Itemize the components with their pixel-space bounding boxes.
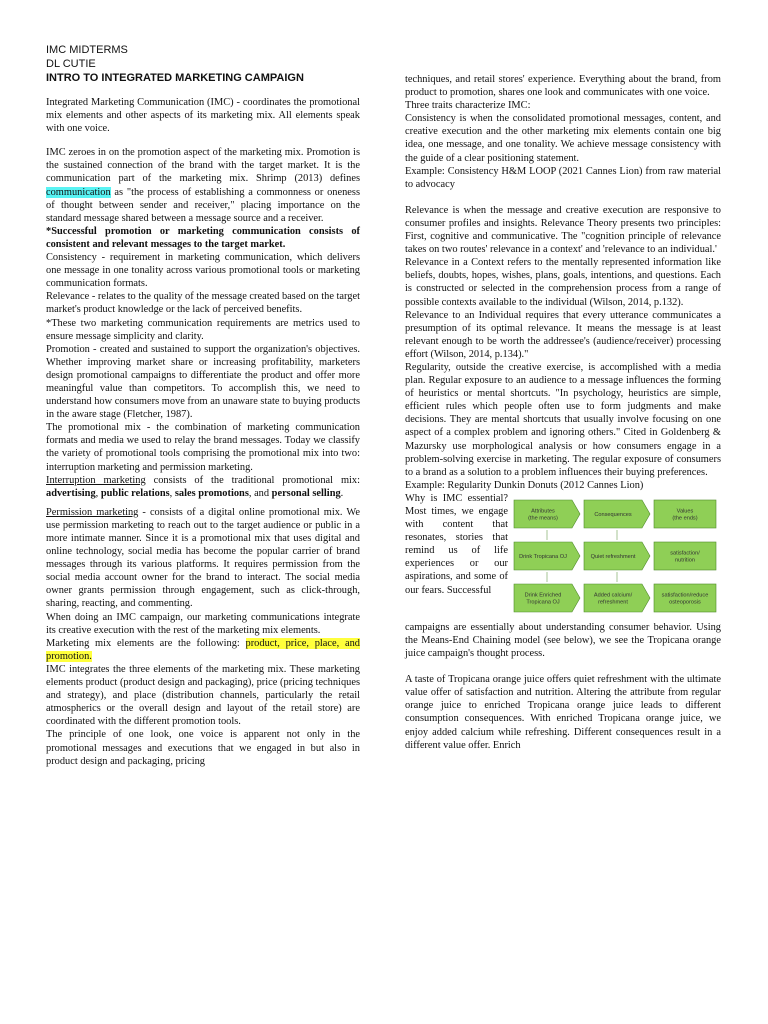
diagram-label: Drink Enriched: [524, 592, 562, 599]
paragraph-promotional-mix: The promotional mix - the combination of marketing communication formats and media we used to relay the brand messages. Today we classify the variety of promotional tools comprising the promotional mix into two: interruption marketing and permission marketing.: [46, 422, 360, 473]
diagram-row-2-step-3: [654, 584, 716, 612]
highlight-mix-elements: product, price, place, and promotion.: [46, 637, 360, 662]
diagram-label: nutrition: [675, 557, 695, 564]
text-segment: , and: [248, 487, 272, 499]
diagram-label: Added calcium/: [593, 592, 633, 599]
paragraph-promotion: Promotion - created and sustained to support the organization's objectives. Whether improving market share or increasing profitability, marketers design promotional campaigns to differentiate the product and offer more meaningful value than competitors. To accomplish this, we need to understand how consumers move from an unaware state to buying products in the aware stage (Fletcher, 1987).: [46, 343, 360, 421]
diagram-row-1-step-2: [584, 542, 650, 570]
paragraph-permission-marketing: [46, 506, 360, 611]
bold-term: sales promotions: [174, 487, 249, 499]
diagram-header-step-2: [584, 500, 650, 528]
paragraph-successful-promotion: [46, 225, 360, 251]
bold-term: public relations: [100, 487, 170, 499]
diagram-row-1-step-1: [514, 542, 580, 570]
text-segment: Marketing mix elements are the following:: [46, 637, 246, 649]
text-segment: .: [340, 487, 344, 499]
paragraph-relevance-context: Relevance in a Context refers to the mentally represented information like beliefs, doubts, hopes, wishes, plans, goals, intentions, and questions. Each is constructed or selected in the comprehension process from a range of possible contexts available to the individual (Wilson, 2014, p.132).: [405, 257, 721, 308]
text-segment: IMC zeroes in on the promotion aspect of the marketing mix. Promotion is the sustained connection of the brand with the target market. It is the communication part of the marketing mix. Shrimp (2013) defines: [46, 147, 360, 185]
bold-statement: *Successful promotion or marketing communication consists of consistent and relevant messages to the target market.: [46, 225, 360, 250]
paragraph-requirements-note: *These two marketing communication requirements are metrics used to ensure message simplicity and clarity.: [46, 317, 360, 342]
text-segment: as "the process of establishing a commonness or oneness of thought between sender and receiver," placing importance on the standard message shared between a message source and a receiver.: [46, 186, 360, 224]
text-segment: consists of the traditional promotional mix:: [145, 474, 361, 486]
diagram-label: Values: [676, 508, 694, 515]
doc-title: INTRO TO INTEGRATED MARKETING CAMPAIGN: [46, 72, 304, 84]
paragraph-one-look-one-voice: The principle of one look, one voice is apparent not only in the promotional messages and executions that we engaged in but also in product design and packaging, pricing: [46, 729, 360, 767]
paragraph-consumer-behavior: campaigns are essentially about understanding consumer behavior. Using the Means-End Chaining model (see below), we see the Tropicana orange juice campaign's thought process.: [405, 621, 721, 660]
means-end-chain-svg: [512, 496, 722, 621]
diagram-label: Drink Tropicana OJ: [519, 553, 567, 560]
paragraph-marketing-mix-elements: [46, 637, 360, 663]
diagram-label: Tropicana OJ: [526, 599, 560, 606]
diagram-row-1-step-3: [654, 542, 716, 570]
diagram-header-step-1: [514, 500, 580, 528]
paragraph-relevance-individual: Relevance to an Individual requires that every utterance communicates a presumption of its optimal relevance. It means the message is at least relevant enough to be worth the addressee's (audience/receiver) processing effort (Wilson, 2014, p.134).": [405, 309, 721, 360]
paragraph-why-imc: Why is IMC essential? Most times, we engage with content that resonates, stories that remind us of life experiences or our aspirations, and some of our fears. Successful: [405, 492, 508, 596]
text-segment: ,: [169, 487, 175, 499]
diagram-label: Attributes: [531, 508, 555, 515]
underlined-term: Permission marketing: [46, 506, 139, 518]
right-column: [405, 0, 721, 752]
paragraph-pricing-techniques: techniques, and retail stores' experience. Everything about the brand, from product to promotion, shares one look and communicates with one voice.: [405, 74, 721, 99]
paragraph-consistency: Consistency - requirement in marketing communication, which delivers one message in one tonality across various promotional tools or marketing communication formats.: [46, 252, 360, 290]
text-segment: ,: [95, 487, 101, 499]
text-segment: - consists of a digital online promotional mix. We use permission marketing to reach out to the target audience or public in a more intimate manner. Since it is a promotional mix that uses digital and online technology, social media has become the popular carrier of brand messages through its various platforms. It requires permission from the social media account owner for the brand to interact. The social media owner grants permission through engagement, such as click-through, sharing, reacting, and commenting.: [46, 506, 360, 610]
means-end-chain-diagram: [512, 496, 722, 621]
paragraph-consistency-example: Example: Consistency H&M LOOP (2021 Cannes Lion) from raw material to advocacy: [405, 165, 721, 190]
diagram-label: (the ends): [672, 515, 698, 522]
diagram-label: (the means): [528, 515, 558, 522]
diagram-label: Consequences: [594, 511, 632, 518]
paragraph-promotion-aspect: [46, 146, 360, 225]
paragraph-regularity-example: Example: Regularity Dunkin Donuts (2012 Cannes Lion): [405, 479, 644, 491]
left-column: [46, 0, 360, 768]
highlight-communication: communication: [46, 186, 111, 198]
doc-header-line2: DL CUTIE: [46, 57, 96, 70]
diagram-row-2-step-2: [584, 584, 650, 612]
paragraph-imc-integrates: IMC integrates the three elements of the marketing mix. These marketing elements product (product design and packaging), price (pricing techniques and strategy), and place (distribution channels, particularly the retail atmospherics or the overall design and layout of the retail store) are coordinated with the different promotion tools.: [46, 663, 360, 728]
paragraph-imc-definition: Integrated Marketing Communication (IMC) - coordinates the promotional mix elements and other aspects of its marketing mix. All elements speak with one voice.: [46, 97, 360, 135]
bold-term: personal selling: [271, 487, 341, 499]
paragraph-interruption-marketing: [46, 474, 360, 500]
paragraph-imc-campaign: When doing an IMC campaign, our marketing communications integrate its creative execution with the rest of the marketing mix elements.: [46, 611, 360, 636]
paragraph-three-traits: Three traits characterize IMC:: [405, 100, 531, 112]
diagram-label: osteoporosis: [669, 599, 701, 606]
paragraph-tropicana: A taste of Tropicana orange juice offers quiet refreshment with the ultimate value offer of satisfaction and nutrition. Altering the attribute from regular orange juice to enriched Tropicana orange juice leads to different consumption consequences. With enriched Tropicana orange juice, we enjoy added calcium while refreshing. Different consequences result in a different value offer. Enrich: [405, 674, 721, 751]
why-imc-block: [405, 492, 721, 621]
diagram-label: refreshment: [598, 599, 628, 606]
bold-term: advertising: [46, 487, 96, 499]
paragraph-regularity-trait: Regularity, outside the creative exercise, is accomplished with a media plan. Regular exposure to an audience to a message influences the forming of heuristics or mental shortcuts. "In psychology, heuristics are simple, efficient rules which people often use to form judgments and make decisions. They are mental shortcuts that usually involve focusing on one aspect of a complex problem and ignoring others." Cited in Goldenberg & Mazursky use morphological analysis or how consumers engage in a problem-solving exercise in marketing. The regular exposure of consumers to a brand as a solution to a problem influences their buying preferences.: [405, 361, 721, 478]
paragraph-relevance: Relevance - relates to the quality of the message created based on the target market's product knowledge or the lack of perceived benefits.: [46, 291, 360, 316]
diagram-row-2-step-1: [514, 584, 580, 612]
paragraph-consistency-trait: Consistency is when the consolidated promotional messages, content, and creative execution and the other marketing mix elements contain one big idea, one message, and one tonality. We achieve message consistency with the guide of a clear positioning statement.: [405, 113, 721, 164]
diagram-header-step-3: [654, 500, 716, 528]
underlined-term: Interruption marketing: [46, 474, 146, 486]
diagram-label: satisfaction/: [670, 550, 700, 557]
diagram-label: Quiet refreshment: [590, 553, 636, 560]
diagram-label: satisfaction/reduce: [661, 592, 709, 599]
doc-header-line1: IMC MIDTERMS: [46, 44, 128, 56]
paragraph-relevance-trait: Relevance is when the message and creative execution are responsive to consumer profiles and insights. Relevance Theory presents two principles: First, cognitive and communicative. The "cognition principle of relevance takes on two routes' relevance in a context' and 'relevance to an individual.': [405, 204, 721, 256]
